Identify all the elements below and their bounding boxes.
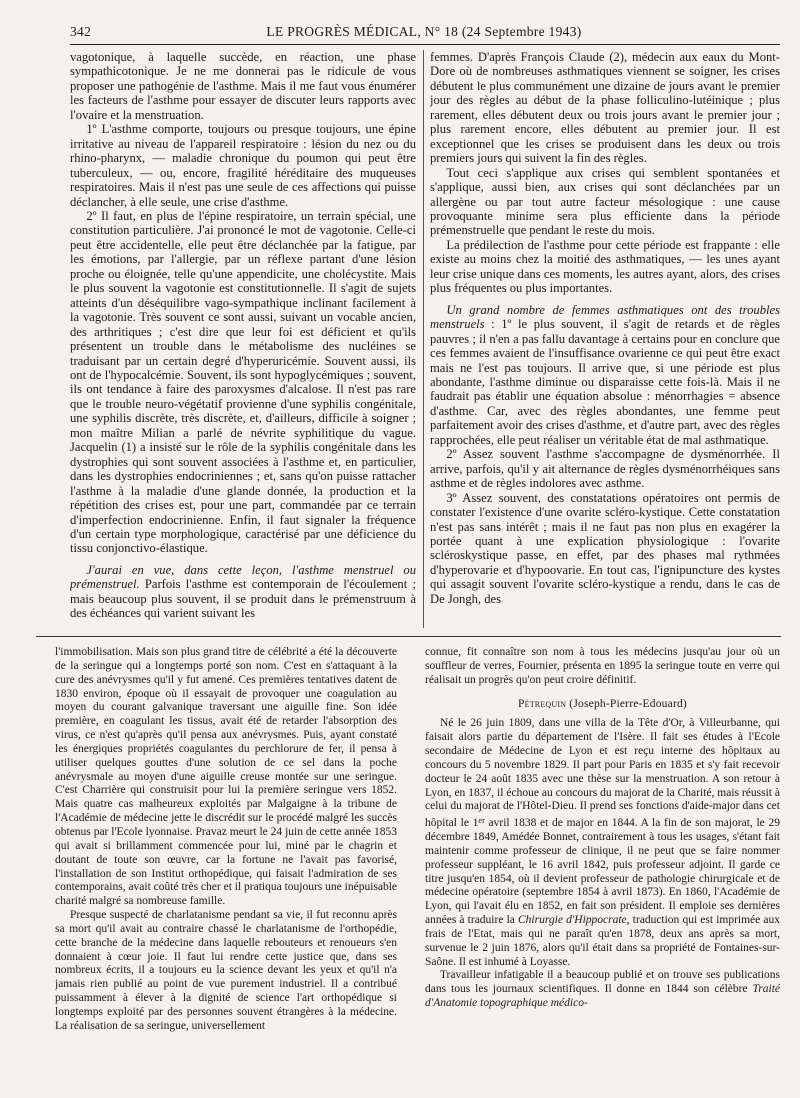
header-rule (70, 44, 780, 45)
paragraph: Un grand nombre de femmes asthmatiques ont des troubles menstruels : 1º le plus souvent, il s'agit de retards et de règles pauvres ; il n'en a pas fallu davantage à certains pour en conclure que ces femmes avaient de l'insuffisance ovarienne ce qui peut être exact mais ne l'est pas toujours. Il arrive que, si une période est plus abondante, l'asthme diminue ou disparaisse cette fois-là. Mais il ne faudrait pas établir une équation absolue : ménorrhagies = absence d'asthme. Car, avec des règles abondantes, une femme peut parfaitement avoir des crises d'asthme, et d'autre part, avec des règles rapprochées, elle peut réaliser un véritable état de mal asthmatique. (430, 302, 780, 447)
running-title: LE PROGRÈS MÉDICAL, N° 18 (24 Septembre 1943) (266, 24, 582, 39)
paragraph: femmes. D'après François Claude (2), médecin aux eaux du Mont-Dore où de nombreuses asthmatiques viennent se soigner, les crises débutent le plus communément une dizaine de jours avant le premier jour des règles au début de la phase folliculino-lutéinique ; plus rarement, elles débutent deux ou trois jours avant le premier jour ; plus rarement encore, elles débutent au premier jour. Il est exceptionnel que les crises se produisent dans les deux ou trois premiers jours qui suivent la fin des règles. (430, 50, 780, 166)
paragraph: Né le 26 juin 1809, dans une villa de la Tête d'Or, à Villeurbanne, qui faisait alors partie du département de l'Isère. Il fait ses études à l'Ecole secondaire de Médecine de Lyon et est reçu interne des hôpitaux au concours du 5 novembre 1829. Il part pour Paris en 1835 et s'y fait recevoir docteur le 24 août 1835 avec une thèse sur la menstruation. A son retour à Lyon, en 1837, il échoue au concours du majorat de la Charité, mais réussit à celui du majorat de l'Hôtel-Dieu. Il prend ses fonctions d'aide-major dans cet hôpital le 1er avril 1838 et de major en 1844. A la fin de son majorat, le 29 décembre 1849, Amédée Bonnet, contrairement à tous les usages, s'étant fait maintenir comme professeur de clinique, il ne peut que se faire nommer professeur suppléant, le 16 avril 1842, puis professeur adjoint. Il garde ce titre jusqu'en 1854, où il devient professeur de pathologie chirurgicale et de médecine opératoire (septembre 1854 à avril 1873). En 1860, l'Académie de Lyon, qui l'avait élu en 1852, en fait son président. Il emploie ses dernières années à traduire la Chirurgie d'Hippocrate, traduction qui est imprimée aux frais de l'Etat, mais qui ne paraît qu'en 1878, deux ans après sa mort, survenue le 2 juin 1876, alors qu'il était dans sa propriété de Fontaines-sur-Saône. Il est inhumé à Loyasse. (425, 717, 780, 968)
paragraph: 1º L'asthme comporte, toujours ou presque toujours, une épine irritative au niveau de l'appareil respiratoire : lésion du nez ou du rhino-pharynx, — maladie chronique du poumon qui peut être tuberculeux, — ou, encore, fragilité héréditaire des muqueuses respiratoires. Mais il n'est pas une seule de ces affections qui puisse déclancher, à elle seule, une crise d'asthme. (70, 122, 416, 209)
biography-surname: Pétrequin (518, 697, 567, 710)
article-right-column (430, 50, 780, 628)
paragraph: connue, fit connaître son nom à tous les médecins jusqu'au jour où un souffleur de verres, Fournier, présenta en 1895 la seringue toute en verre qui réalisait un progrès qu'on peut croire définitif. (425, 646, 780, 686)
paragraph: Tout ceci s'applique aux crises qui semblent spontanées et s'applique, aussi bien, aux crises qui sont déclanchées par un allergène ou par tout autre facteur mésologique : une cause provoquante minime sera plus efficiente dans la période prémenstruelle que pendant le reste du mois. (430, 165, 780, 238)
paragraph: J'aurai en vue, dans cette leçon, l'asthme menstruel ou prémenstruel. Parfois l'asthme est contemporain de l'écoulement ; mais beaucoup plus souvent, il se produit dans le prémenstruum à des échéances qui varient suivant les (70, 562, 416, 621)
paragraph: 2º Il faut, en plus de l'épine respiratoire, un terrain spécial, une constitution particulière. J'ai prononcé le mot de vagotonie. Celle-ci peut être accidentelle, elle peut être déclanchée par la fatigue, par les émotions, par l'allergie, par un réflexe partant d'une lésion proche ou éloignée, telle qu'une appendicite, une cholécystite. Mais le plus souvent la vagotonie est constitutionnelle. Il s'agit de sujets atteints d'un déséquilibre vago-sympathique inclinant facilement à la vagotonie. Très souvent ce sont aussi, suivant un vocable ancien, des arthritiques ; c'est dire que leur foi est déficient et qu'ils présentent un trouble dans le métabolisme des nucléines se traduisant par un certain degré d'hyperuricémie. Souvent aussi, ils ont de l'hypocalcémie. Souvent, ils sont hypoglycémiques ; souvent, ils ont tendance à faire des paroxysmes d'alcalose. Il n'est pas rare que le trouble neuro-végétatif provienne d'une syphilis congénitale, une syphilis discrète, très discrète, et, d'ailleurs, difficile à soigner ; mon maître Milian a parlé de névrite syphilitique du vague. Jacquelin (1) a insisté sur le rôle de la syphilis congénitale dans les dystrophies qui sont souvent associées à l'asthme et, en particulier, dans les dystrophies endocriniennes ; et, sans qu'on puisse rattacher l'asthme à la maladie d'une glande donnée, la production et la répétition des crises est, pour une part, commandée par ce terrain d'imperfection endocrinienne. Enfin, il faut signaler la fréquence d'un certain type morphologique, caractérisé par une déficience du tissu conjonctivo-élastique. (70, 208, 416, 556)
paragraph: 3º Assez souvent, des constatations opératoires ont permis de constater l'existence d'une ovarite scléro-kystique. Cette constatation n'est pas sans intérêt ; mais il ne faut pas non plus en exagérer la portée quant à une explication physiologique : l'ovarite scléroskystique passe, en effet, par des phases mal rythmées d'hyperovarie et d'hypoovarie. En tout cas, l'ignipuncture des kystes qui assagit souvent l'ovarite scléro-kystique a rendu, dans le cas de De Jongh, des (430, 490, 780, 606)
history-left-column (55, 646, 397, 1082)
paragraph: 2º Assez souvent l'asthme s'accompagne de dysménorrhée. Il arrive, parfois, qu'il y ait alternance de règles dysménorrhéiques sans asthme et de règles indolores avec asthme. (430, 447, 780, 491)
section-rule (36, 636, 781, 637)
column-divider (423, 50, 424, 628)
page-number: 342 (70, 24, 92, 39)
biography-heading (425, 698, 780, 712)
italic-lead: J'aurai en vue, dans cette leçon, l'asthme menstruel ou prémenstruel. (70, 562, 416, 592)
paragraph: La prédilection de l'asthme pour cette période est frappante : elle existe au moins chez la moitié des asthmatiques, — les unes ayant leur crise unique dans ces moments, les autres ayant, alors, des crises plus fréquentes ou plus importantes. (430, 237, 780, 296)
paragraph: vagotonique, à laquelle succède, en réaction, une phase sympathicotonique. Je ne me donnerai pas le ridicule de vous proposer une pathogénie de l'asthme. Mais il me faut vous énumérer les facteurs de l'asthme pour essayer de discuter leurs rapports avec l'ovaire et la menstruation. (70, 50, 416, 122)
article-left-column (70, 50, 416, 628)
paragraph: Presque suspecté de charlatanisme pendant sa vie, il fut reconnu après sa mort qu'il avait au contraire chassé le charlatanisme de l'orthopédie, cette branche de la médecine dans laquelle rebouteurs et renoueurs s'en donnaient à cœur joie. Il faut lui rendre cette justice que, dans ses nombreux écrits, il a toujours eu la science devant les yeux et qu'il n'a jamais rien publié au point de vue purement industriel. Il a contribué puissamment à élever à la dignité de science l'art orthopédique si longtemps exploité par des personnes souvent étrangères à la médecine. La réalisation de sa seringue, universellement (55, 909, 397, 1032)
biography-given-names: (Joseph-Pierre-Edouard) (566, 697, 687, 710)
page-header (70, 20, 778, 42)
italic-lead: Un grand nombre de femmes asthmatiques ont des troubles menstruels (430, 302, 780, 332)
paragraph: l'immobilisation. Mais son plus grand titre de célébrité a été la découverte de la seringue qui a longtemps porté son nom. C'est en s'attaquant à la cure des anévrysmes qu'il y fut amené. Ces premières tentatives datent de 1830 environ, époque où il essayait de provoquer une coagulation au moyen du courant galvanique traversant une aiguille fine. Son idée première, en coagulant les tissus, avait été de retarder l'absorption des virus, ce n'est qu'après qu'il pensa aux anévrysmes. Puis, ayant constaté les énergiques propriétés coagulantes du perchlorure de fer, il pensa à utiliser quelques gouttes d'une solution de ce sel dans la poche anévrysmale au moyen d'une aiguille creuse montée sur une seringue. C'est Charrière qui construisit pour lui la première seringue vers 1852. Mais quatre cas malheureux exploités par Malgaigne à la tribune de l'Académie de médecine jette le discrédit sur le procédé malgré les succès obtenus par l'Ecole lyonnaise. Pravaz meurt le 24 juin de cette année 1853 qui avait si brillamment commencée pour lui, miné par le chagrin et doutant de toute son œuvre, car la fortune ne l'avait pas favorisé, l'installation de son Institut orthopédique, qui faisait l'admiration de ses contemporains, avait coûté très cher et il pratiqua toujours une inépuisable charité malgré sa nombreuse famille. (55, 646, 397, 908)
paragraph: Travailleur infatigable il a beaucoup publié et on trouve ses publications dans tous les journaux scientifiques. Il donne en 1844 son célèbre Traité d'Anatomie topographique médico- (425, 969, 780, 1010)
history-right-column (425, 646, 780, 1082)
